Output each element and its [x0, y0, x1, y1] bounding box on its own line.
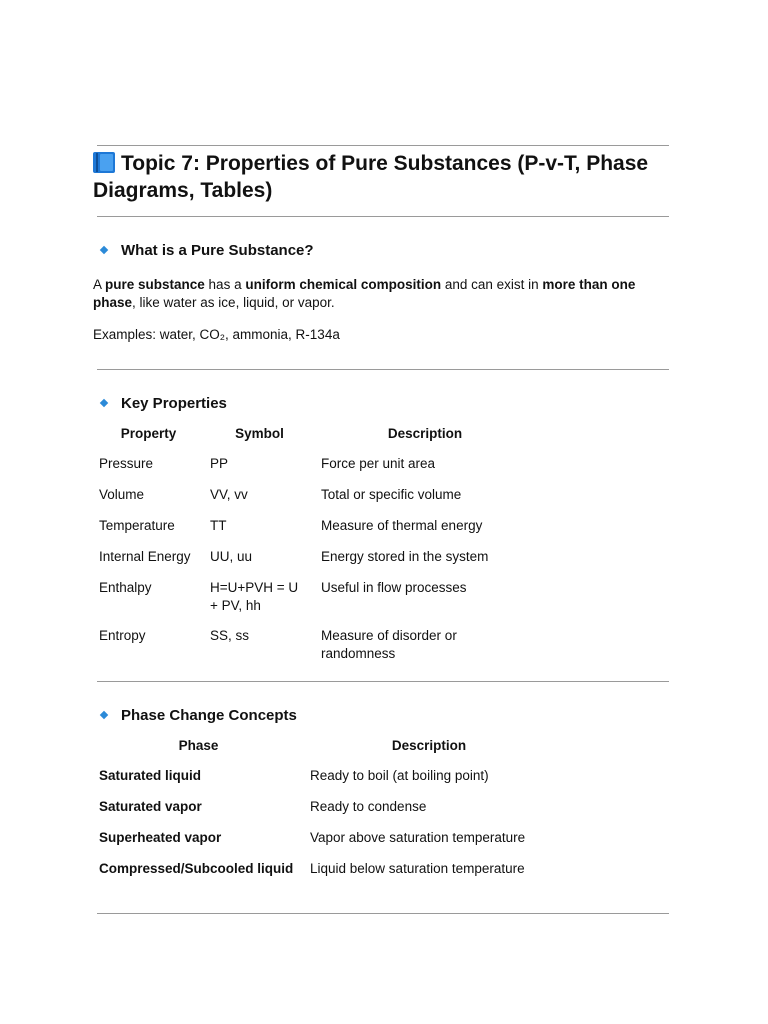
divider-after-pure-substance — [97, 369, 669, 370]
divider-after-title — [97, 216, 669, 217]
table-row — [93, 860, 554, 896]
phase-cell: Superheated vapor — [99, 830, 222, 845]
table-row — [93, 579, 535, 627]
table-row — [93, 517, 535, 548]
table-row — [93, 627, 535, 675]
section-heading-pure-substance — [98, 241, 314, 261]
description-cell: Measure of disorder or randomness — [321, 628, 457, 661]
column-header-description: Description — [387, 426, 463, 441]
definition-text: , like water as ice, liquid, or vapor. — [132, 295, 335, 310]
property-cell: Enthalpy — [99, 580, 152, 595]
symbol-cell: UU, uu — [210, 549, 253, 564]
table-header-row — [93, 737, 554, 767]
blue-diamond-icon — [100, 711, 108, 719]
description-cell: Liquid below saturation temperature — [310, 861, 525, 876]
divider-top — [97, 145, 669, 146]
symbol-cell: TT — [210, 518, 227, 533]
section-heading-phase-change — [98, 706, 297, 726]
column-header-symbol: Symbol — [235, 426, 284, 441]
column-header-phase: Phase — [178, 738, 219, 753]
table-row — [93, 455, 535, 486]
description-cell: Vapor above saturation temperature — [310, 830, 526, 845]
blue-diamond-icon — [100, 246, 108, 254]
page-title — [93, 150, 653, 204]
description-cell: Force per unit area — [321, 456, 436, 471]
description-cell: Ready to boil (at boiling point) — [310, 768, 489, 783]
page-title-text: Topic 7: Properties of Pure Substances (P-v-T, Phase Diagrams, Tables) — [93, 152, 649, 202]
symbol-cell: PP — [210, 456, 229, 471]
definition-text: has a — [204, 277, 246, 292]
blue-diamond-icon — [100, 399, 108, 407]
description-cell: Useful in flow processes — [321, 580, 467, 595]
column-header-property: Property — [120, 426, 177, 441]
symbol-cell: VV, vv — [210, 487, 248, 502]
table-row — [93, 829, 554, 860]
symbol-cell: H=U+PVH = U + PV, hh — [210, 580, 299, 613]
symbol-cell: SS, ss — [210, 628, 250, 643]
examples-line: Examples: water, CO₂, ammonia, R-134a — [93, 327, 340, 342]
property-cell: Internal Energy — [99, 549, 191, 564]
table-row — [93, 548, 535, 579]
description-cell: Total or specific volume — [321, 487, 462, 502]
section-heading-text: Key Properties — [121, 395, 227, 412]
phase-change-table — [93, 737, 554, 896]
table-header-row — [93, 425, 535, 455]
property-cell: Entropy — [99, 628, 146, 643]
phase-cell: Saturated vapor — [99, 799, 202, 814]
phase-cell: Compressed/Subcooled liquid — [99, 861, 294, 876]
property-cell: Volume — [99, 487, 145, 502]
description-cell: Energy stored in the system — [321, 549, 489, 564]
property-cell: Pressure — [99, 456, 154, 471]
table-row — [93, 767, 554, 798]
column-header-description: Description — [391, 738, 467, 753]
section-heading-text: What is a Pure Substance? — [121, 242, 314, 259]
definition-bold-term: pure substance — [105, 277, 205, 292]
description-cell: Measure of thermal energy — [321, 518, 483, 533]
table-row — [93, 486, 535, 517]
section-heading-text: Phase Change Concepts — [121, 707, 297, 724]
definition-bold-term: uniform chemical composition — [245, 277, 442, 292]
section-heading-key-properties — [98, 394, 227, 414]
definition-text: and can exist in — [441, 277, 543, 292]
definition-text: A — [93, 277, 106, 292]
property-cell: Temperature — [99, 518, 175, 533]
blue-book-icon — [93, 152, 115, 173]
definition-bold-term: more than one phase — [93, 277, 636, 310]
description-cell: Ready to condense — [310, 799, 427, 814]
divider-after-phase-change — [97, 913, 669, 914]
key-properties-table — [93, 425, 535, 675]
table-row — [93, 798, 554, 829]
phase-cell: Saturated liquid — [99, 768, 202, 783]
divider-after-key-properties — [97, 681, 669, 682]
pure-substance-definition — [93, 276, 673, 312]
